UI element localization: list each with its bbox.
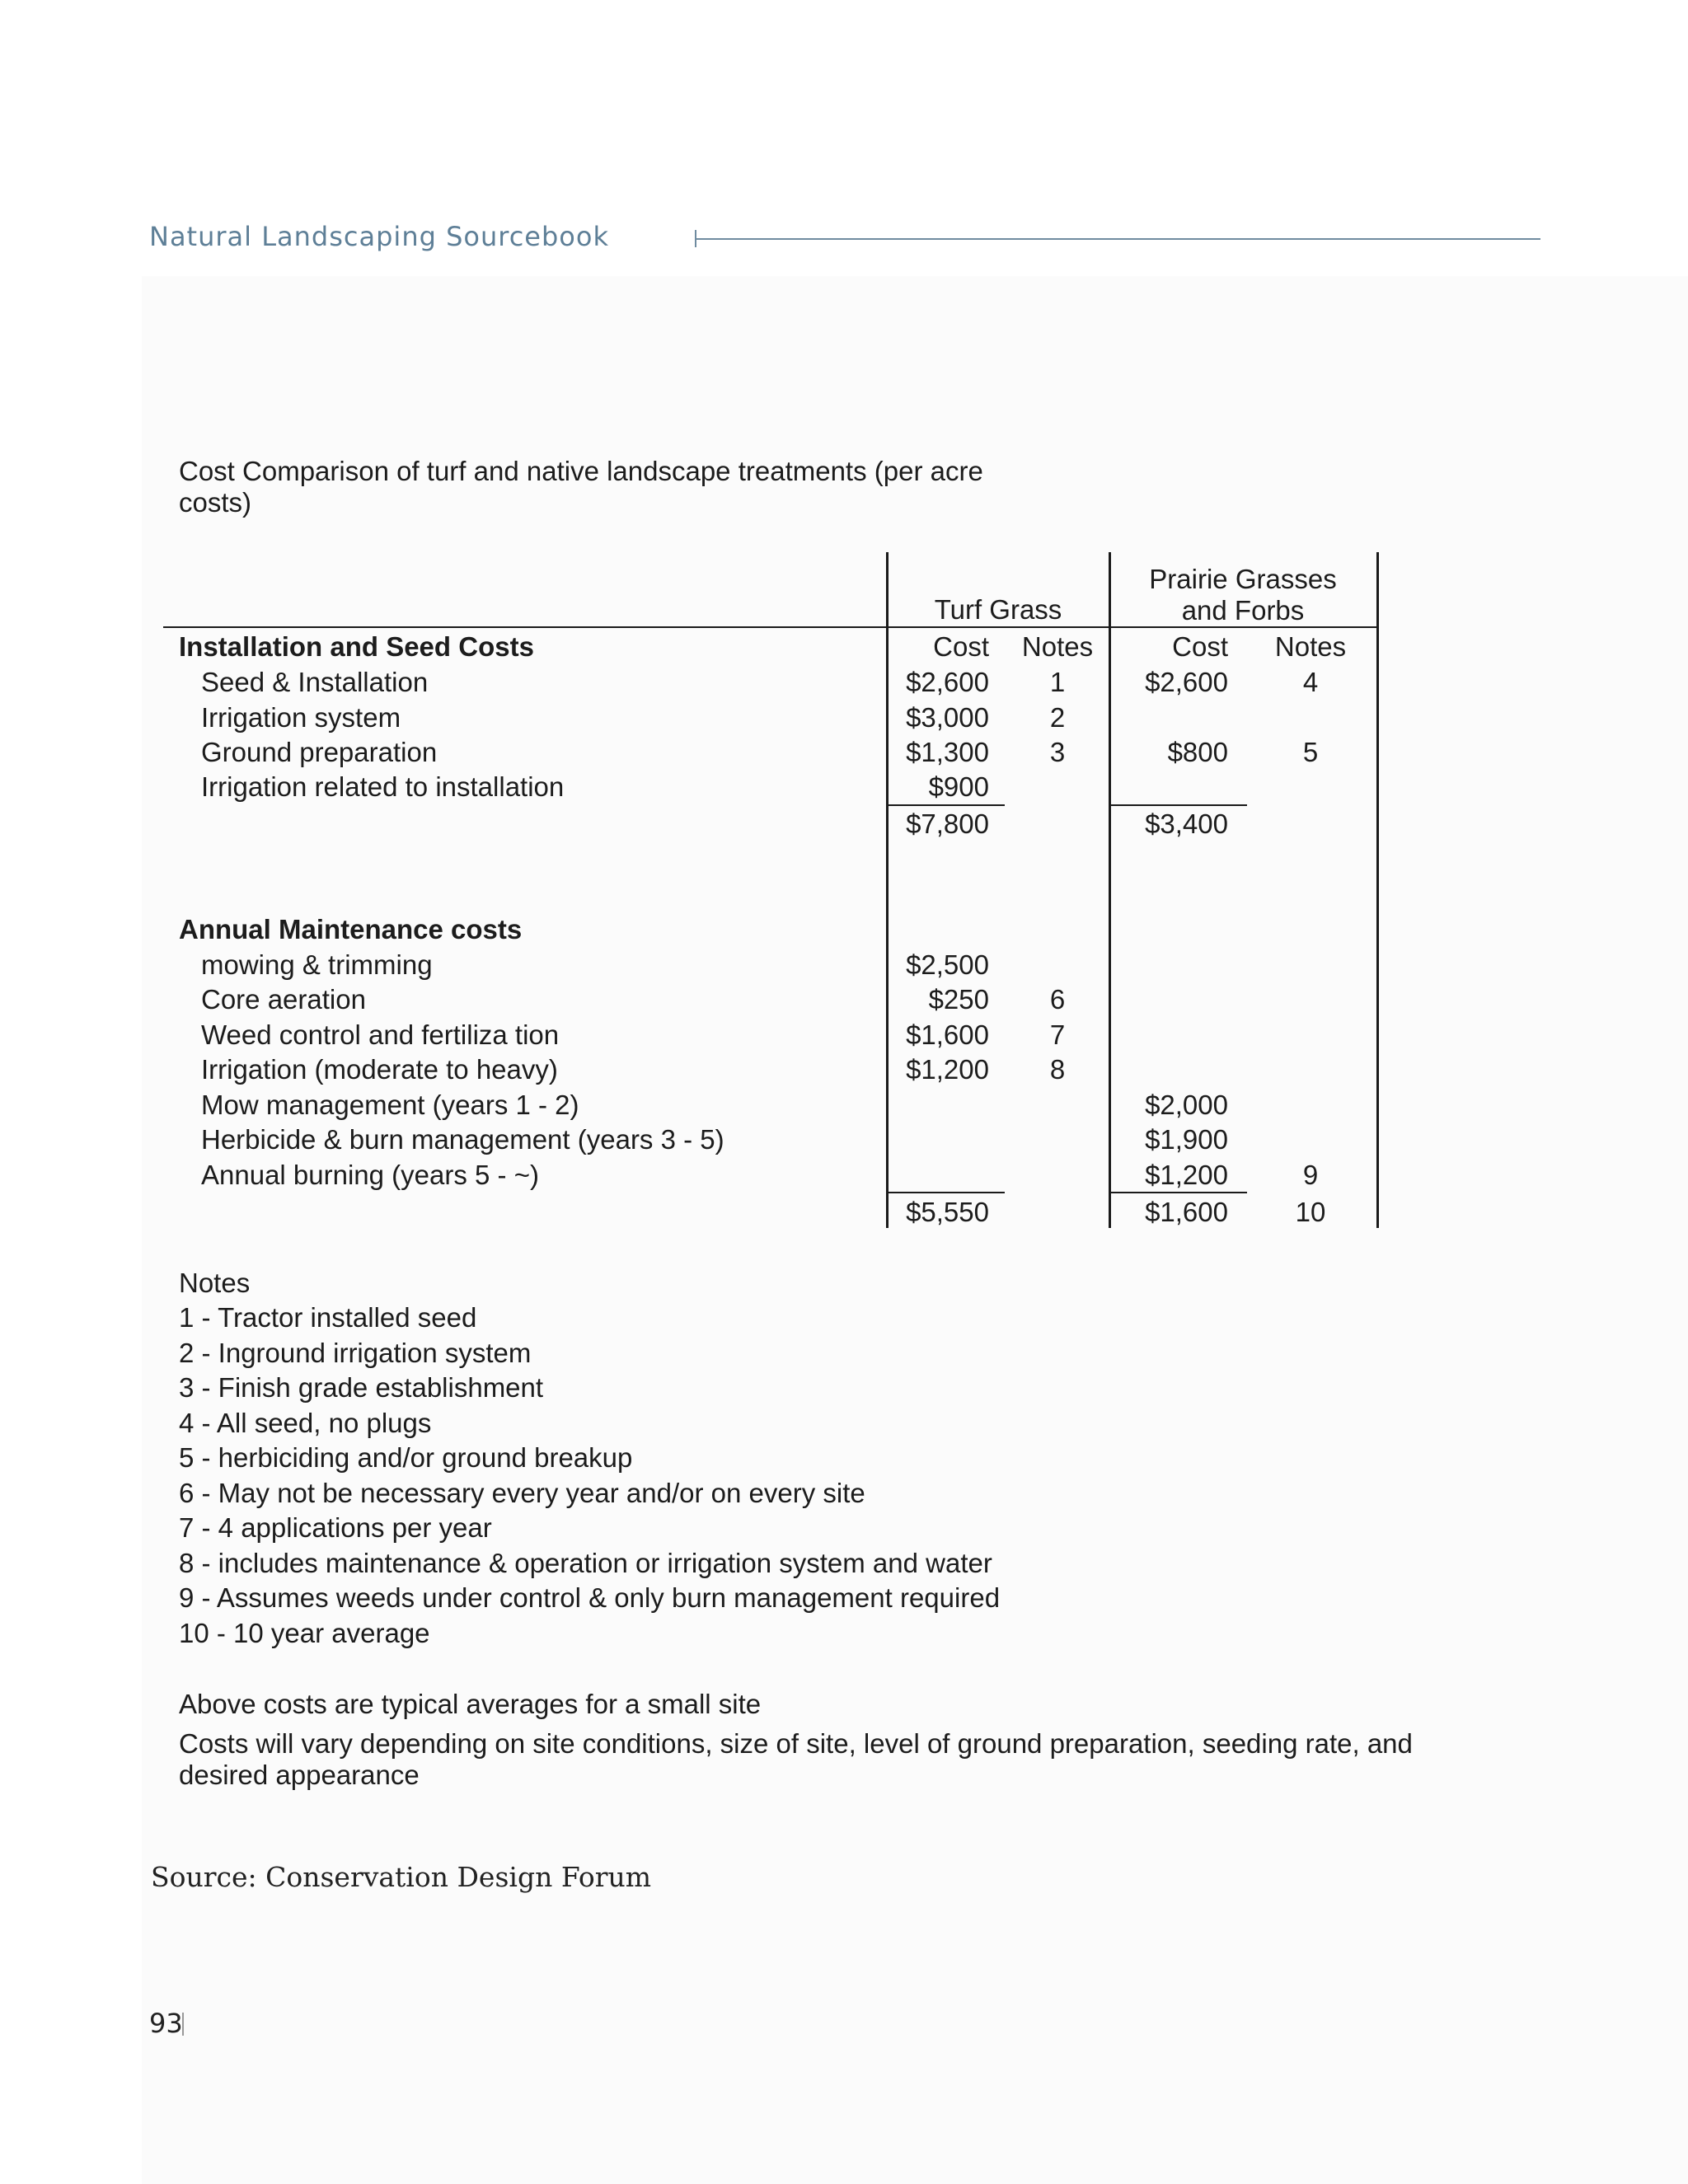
note-item: 5 - herbiciding and/or ground breakup: [179, 1442, 633, 1473]
prairie-cost-cell: $1,200: [1145, 1160, 1228, 1190]
table-vline-right: [1376, 552, 1379, 1228]
turf-cost-cell: $1,300: [906, 737, 989, 767]
prairie-subtotal-rule: [1110, 804, 1247, 806]
notes-heading: Notes: [179, 1268, 251, 1298]
row-label: Irrigation related to installation: [201, 771, 565, 802]
column-header-turf: Turf Grass: [934, 594, 1062, 625]
table-header-rule: [163, 626, 1379, 628]
footnote-vary-line-1: Costs will vary depending on site conditions, size of site, level of ground preparation, seeding rate, and: [179, 1728, 1413, 1759]
turf-cost-cell: $250: [928, 984, 989, 1015]
footnote-vary-line-2: desired appearance: [179, 1760, 420, 1790]
prairie-note-cell: 5: [1302, 737, 1319, 767]
prairie-note-cell: 9: [1302, 1160, 1319, 1190]
row-label: Irrigation (moderate to heavy): [201, 1054, 558, 1085]
prairie-note-cell: 4: [1302, 667, 1319, 697]
subheader-turf-notes: Notes: [1021, 631, 1094, 662]
turf-cost-cell: $2,500: [906, 949, 989, 980]
page-background: [142, 276, 1688, 2184]
turf-cost-cell: $1,200: [906, 1054, 989, 1085]
turf-note-cell: 3: [1049, 737, 1066, 767]
row-label: Annual burning (years 5 - ~): [201, 1160, 539, 1190]
running-header-title: Natural Landscaping Sourcebook: [149, 221, 609, 252]
note-item: 6 - May not be necessary every year and/or on every site: [179, 1478, 865, 1508]
row-label: Seed & Installation: [201, 667, 429, 697]
row-label: mowing & trimming: [201, 949, 433, 980]
turf-note-cell: 6: [1049, 984, 1066, 1015]
turf-cost-cell: $900: [928, 771, 989, 802]
row-label: Mow management (years 1 - 2): [201, 1090, 579, 1120]
note-item: 4 - All seed, no plugs: [179, 1408, 432, 1438]
turf-maintenance-rule: [888, 1192, 1005, 1193]
table-vline-turf: [886, 552, 889, 1228]
row-label: Irrigation system: [201, 702, 401, 733]
column-header-prairie-line-2: and Forbs: [1181, 595, 1305, 626]
note-item: 7 - 4 applications per year: [179, 1512, 492, 1543]
table-title-line-2: costs): [179, 487, 252, 518]
maintenance-total-turf: $5,550: [906, 1197, 989, 1227]
subheader-prairie-notes: Notes: [1274, 631, 1347, 662]
header-rule: [695, 238, 1540, 240]
table-vline-prairie: [1109, 552, 1111, 1228]
maintenance-total-prairie: $1,600: [1145, 1197, 1228, 1227]
turf-cost-cell: $3,000: [906, 702, 989, 733]
note-item: 9 - Assumes weeds under control & only burn management required: [179, 1582, 1001, 1613]
turf-cost-cell: $1,600: [906, 1019, 989, 1050]
note-item: 1 - Tractor installed seed: [179, 1302, 477, 1333]
source-credit: Source: Conservation Design Forum: [151, 1861, 652, 1893]
note-item: 3 - Finish grade establishment: [179, 1372, 544, 1403]
turf-note-cell: 8: [1049, 1054, 1066, 1085]
column-header-prairie-line-1: Prairie Grasses: [1149, 564, 1337, 594]
installation-total-turf: $7,800: [906, 808, 989, 839]
turf-note-cell: 2: [1049, 702, 1066, 733]
page-number: 93: [149, 2008, 183, 2039]
prairie-maintenance-rule: [1110, 1192, 1247, 1193]
note-item: 8 - includes maintenance & operation or irrigation system and water: [179, 1548, 992, 1578]
turf-subtotal-rule: [888, 804, 1005, 806]
table-title-line-1: Cost Comparison of turf and native landscape treatments (per acre: [179, 456, 983, 486]
prairie-cost-cell: $1,900: [1145, 1124, 1228, 1155]
turf-note-cell: 1: [1049, 667, 1066, 697]
note-item: 2 - Inground irrigation system: [179, 1338, 532, 1368]
subheader-turf-cost: Cost: [933, 631, 989, 662]
note-item: 10 - 10 year average: [179, 1618, 430, 1648]
installation-heading: Installation and Seed Costs: [179, 631, 534, 662]
installation-total-prairie: $3,400: [1145, 808, 1228, 839]
subheader-prairie-cost: Cost: [1172, 631, 1228, 662]
row-label: Ground preparation: [201, 737, 438, 767]
prairie-cost-cell: $2,000: [1145, 1090, 1228, 1120]
maintenance-total-prairie-note: 10: [1295, 1197, 1326, 1227]
turf-cost-cell: $2,600: [906, 667, 989, 697]
maintenance-heading: Annual Maintenance costs: [179, 914, 523, 944]
footnote-typical: Above costs are typical averages for a small site: [179, 1689, 762, 1719]
row-label: Herbicide & burn management (years 3 - 5): [201, 1124, 724, 1155]
page-number-divider: [182, 2013, 184, 2036]
turf-note-cell: 7: [1049, 1019, 1066, 1050]
row-label: Core aeration: [201, 984, 366, 1015]
prairie-cost-cell: $2,600: [1145, 667, 1228, 697]
prairie-cost-cell: $800: [1167, 737, 1228, 767]
row-label: Weed control and fertiliza tion: [201, 1019, 560, 1050]
